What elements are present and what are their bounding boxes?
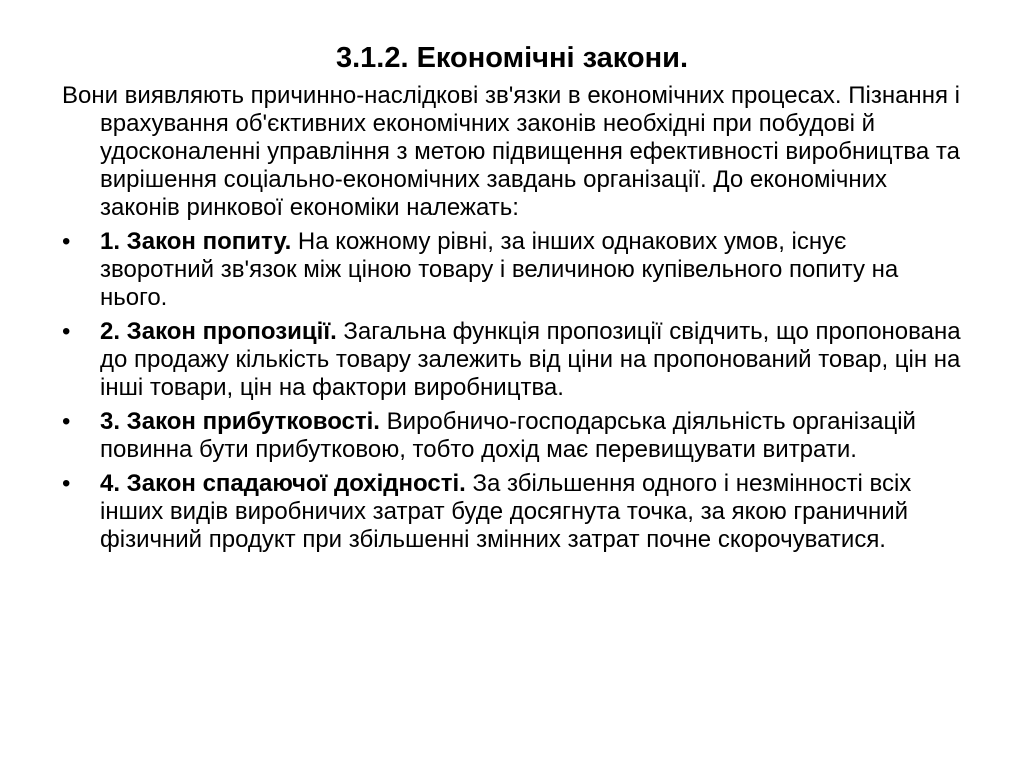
slide-content — [62, 82, 962, 554]
law-name: 3. Закон прибутковості. — [100, 408, 380, 435]
law-name: 2. Закон пропозиції. — [100, 318, 337, 345]
slide-title: 3.1.2. Економічні закони. — [335, 42, 689, 74]
law-description: На кожному рівні, за інших однакових умов, існує зворотний зв'язок між ціною товару і величиною купівельного попиту на нього. — [100, 228, 899, 311]
bullet-icon: • — [62, 318, 71, 345]
laws-list — [62, 228, 962, 554]
law-name: 4. Закон спадаючої дохідності. — [100, 470, 466, 497]
list-item-law-demand — [62, 228, 962, 312]
law-description: Загальна функція пропозиції свідчить, що пропонована до продажу кількість товару залежить від ціни на пропонований товар, цін на інші товари, цін на фактори виробництва. — [100, 318, 961, 401]
bullet-icon: • — [62, 228, 71, 255]
bullet-icon: • — [62, 470, 71, 497]
list-item-law-supply — [62, 318, 962, 402]
bullet-icon: • — [62, 408, 71, 435]
law-description: За збільшення одного і незмінності всіх інших видів виробничих затрат буде досягнута точка, за якою граничний фізичний продукт при збільшенні змінних затрат почне скорочуватися. — [100, 470, 912, 553]
intro-paragraph: Вони виявляють причинно-наслідкові зв'язки в економічних процесах. Пізнання і врахування об'єктивних економічних законів необхідні при побудові й удосконаленні управління з метою підвищення ефективності виробництва та вирішення соціально-економічних завдань організації. До економічних законів ринкової економіки належать: — [62, 82, 960, 221]
law-name: 1. Закон попиту. — [100, 228, 292, 255]
list-item-law-diminishing-returns — [62, 470, 962, 554]
list-item-law-profitability — [62, 408, 962, 464]
law-description: Виробничо-господарська діяльність організацій повинна бути прибутковою, тобто дохід має перевищувати витрати. — [100, 408, 916, 463]
